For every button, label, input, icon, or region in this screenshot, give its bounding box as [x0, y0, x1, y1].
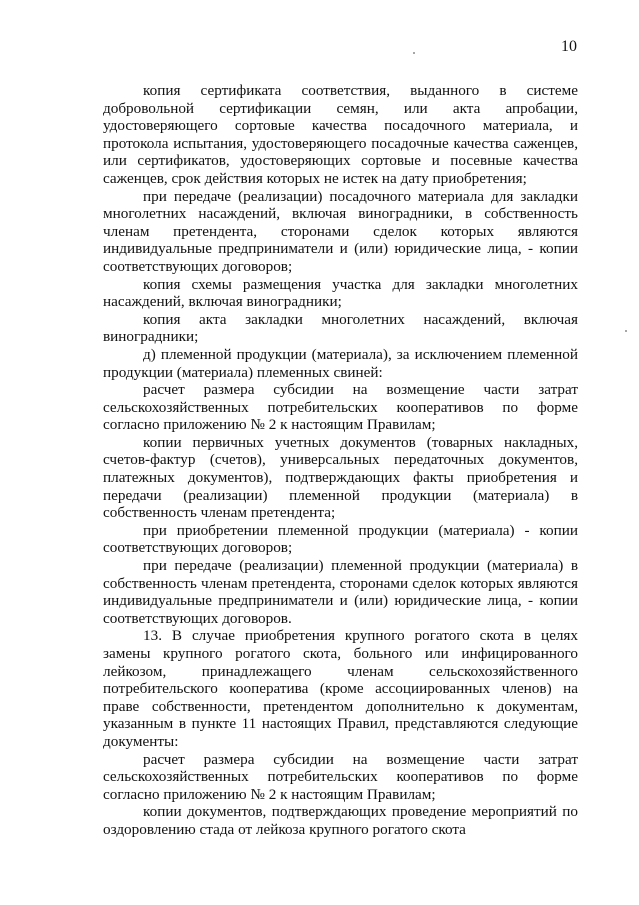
page-number: 10: [561, 38, 577, 55]
paragraph: копия схемы размещения участка для закладки многолетних насаждений, включая виноградники;: [103, 275, 578, 311]
paragraph: копия сертификата соответствия, выданного в системе добровольной сертификации семян, или акта апробации, удостоверяющего сортовые качества посадочного материала, и протокола испытания, удостоверяющего посадочные качества саженцев, или сертификатов, удостоверяющих сортовые и посевные качества саженцев, срок действия которых не истек на дату приобретения;: [103, 82, 578, 187]
paragraph: копии документов, подтверждающих проведение мероприятий по оздоровлению стада от лейкоза крупного рогатого скота: [103, 803, 578, 838]
scan-speck: [413, 52, 415, 54]
paragraph: копии первичных учетных документов (товарных накладных, счетов-фактур (счетов), универсальных передаточных документов, платежных документов), подтверждающих факты приобретения и передачи (реализации) племенной продукции (материала) в собственность членам претендента;: [103, 433, 578, 522]
paragraph: д) племенной продукции (материала), за исключением племенной продукции (материала) племенных свиней:: [103, 345, 578, 381]
paragraph: расчет размера субсидии на возмещение части затрат сельскохозяйственных потребительских кооперативов по форме согласно приложению № 2 к настоящим Правилам;: [103, 750, 578, 803]
scan-speck: [625, 330, 627, 332]
document-body: [103, 82, 578, 839]
paragraph: копия акта закладки многолетних насаждений, включая виноградники;: [103, 310, 578, 346]
paragraph: при приобретении племенной продукции (материала) - копии соответствующих договоров;: [103, 521, 578, 557]
paragraph: при передаче (реализации) посадочного материала для закладки многолетних насаждений, включая виноградники, в собственность членам претендента, сторонами сделок которых являются индивидуальные предприниматели и (или) юридические лица, - копии соответствующих договоров;: [103, 187, 578, 275]
paragraph: 13. В случае приобретения крупного рогатого скота в целях замены крупного рогатого скота, больного или инфицированного лейкозом, принадлежащего членам сельскохозяйственного потребительского кооператива (кроме ассоциированных членов) на праве собственности, претендентом дополнительно к документам, указанным в пункте 11 настоящих Правил, представляются следующие документы:: [103, 627, 578, 750]
paragraph: при передаче (реализации) племенной продукции (материала) в собственность членам претендента, сторонами сделок которых являются индивидуальные предприниматели и (или) юридические лица, - копии соответствующих договоров.: [103, 557, 578, 627]
paragraph: расчет размера субсидии на возмещение части затрат сельскохозяйственных потребительских кооперативов по форме согласно приложению № 2 к настоящим Правилам;: [103, 381, 578, 434]
